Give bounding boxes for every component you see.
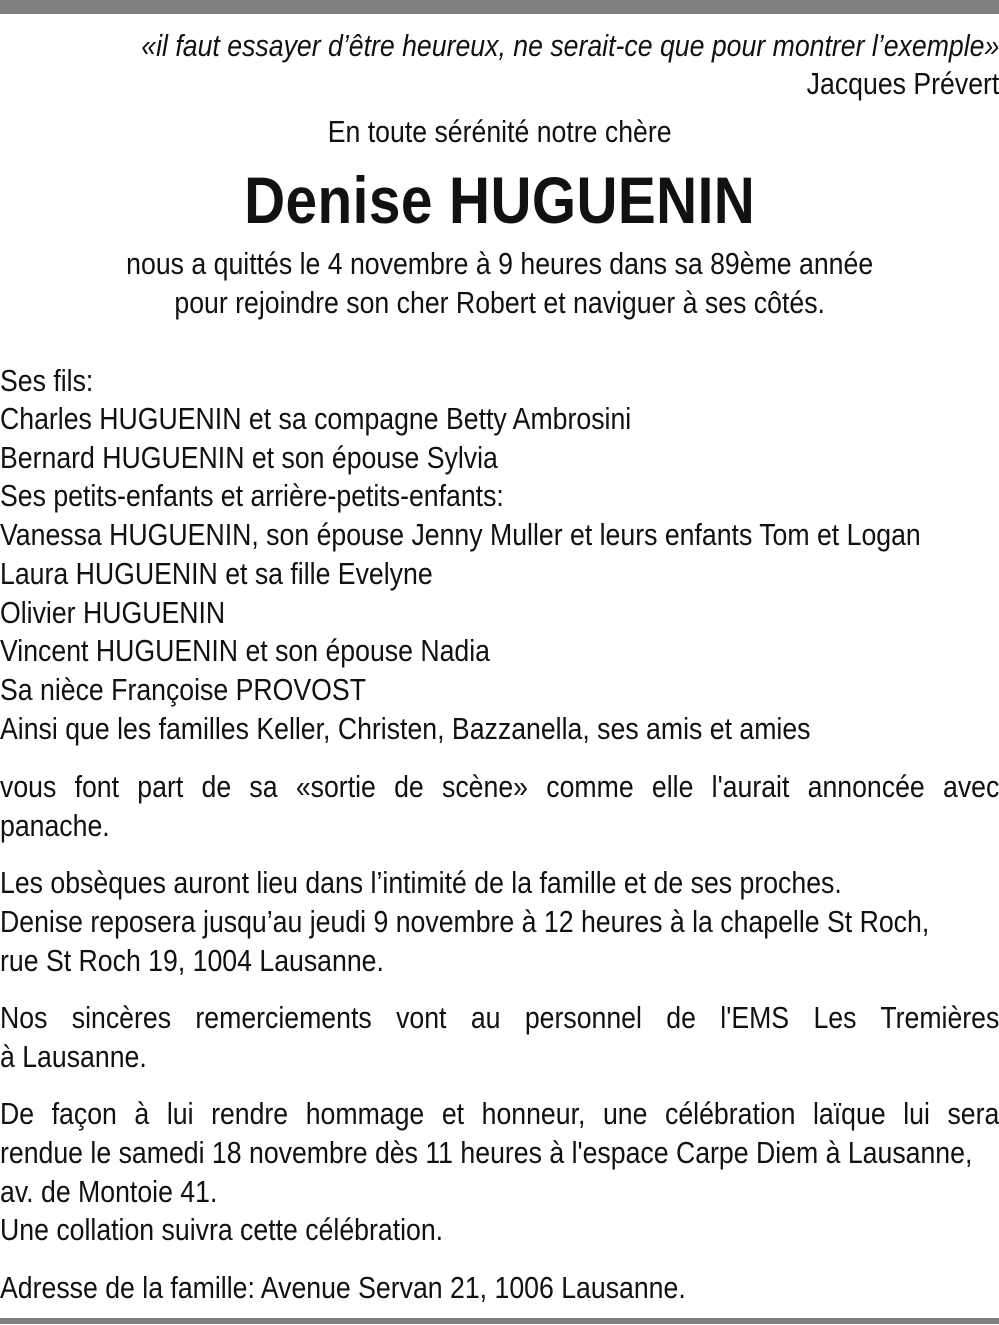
family-line: Ainsi que les familles Keller, Christen, Bazzanella, ses amis et amies xyxy=(0,711,811,746)
intro-text: En toute sérénité notre chère xyxy=(327,114,672,149)
paragraph-line: Nos sincères remerciements vont au personnel de l'EMS Les Tremières xyxy=(0,1000,999,1035)
quote-text: «il faut essayer d’être heureux, ne serait-ce que pour montrer l’exemple» xyxy=(141,28,999,63)
quote-author: Jacques Prévert xyxy=(806,66,999,101)
announcement-line: pour rejoindre son cher Robert et naviguer à ses côtés. xyxy=(174,285,825,320)
paragraph-line: rue St Roch 19, 1004 Lausanne. xyxy=(0,943,384,978)
bottom-border xyxy=(0,1318,999,1324)
family-line: Ses fils: xyxy=(0,363,94,398)
announcement-line: nous a quittés le 4 novembre à 9 heures dans sa 89ème année xyxy=(126,246,874,281)
family-line: Laura HUGUENIN et sa fille Evelyne xyxy=(0,556,433,591)
paragraph-line: à Lausanne. xyxy=(0,1039,147,1074)
paragraph-line: av. de Montoie 41. xyxy=(0,1174,218,1209)
paragraph-line: panache. xyxy=(0,808,110,843)
family-line: Ses petits-enfants et arrière-petits-enfants: xyxy=(0,478,504,513)
family-line: Charles HUGUENIN et sa compagne Betty Ambrosini xyxy=(0,401,632,436)
family-line: Sa nièce Françoise PROVOST xyxy=(0,672,366,707)
paragraph-line: Une collation suivra cette célébration. xyxy=(0,1212,444,1247)
family-line: Vanessa HUGUENIN, son épouse Jenny Muller et leurs enfants Tom et Logan xyxy=(0,517,921,552)
paragraph-line: Les obsèques auront lieu dans l’intimité de la famille et de ses proches. xyxy=(0,865,842,900)
paragraph-line: De façon à lui rendre hommage et honneur, une célébration laïque lui sera xyxy=(0,1096,999,1131)
paragraph-line: rendue le samedi 18 novembre dès 11 heures à l'espace Carpe Diem à Lausanne, xyxy=(0,1135,973,1170)
deceased-name: Denise HUGUENIN xyxy=(244,163,756,237)
family-line: Olivier HUGUENIN xyxy=(0,595,226,630)
paragraph-line: vous font part de sa «sortie de scène» comme elle l'aurait annoncée avec xyxy=(0,769,999,804)
paragraph-line: Denise reposera jusqu’au jeudi 9 novembre à 12 heures à la chapelle St Roch, xyxy=(0,904,930,939)
family-line: Bernard HUGUENIN et son épouse Sylvia xyxy=(0,440,498,475)
family-address: Adresse de la famille: Avenue Servan 21, 1006 Lausanne. xyxy=(0,1270,686,1305)
family-line: Vincent HUGUENIN et son épouse Nadia xyxy=(0,633,491,668)
